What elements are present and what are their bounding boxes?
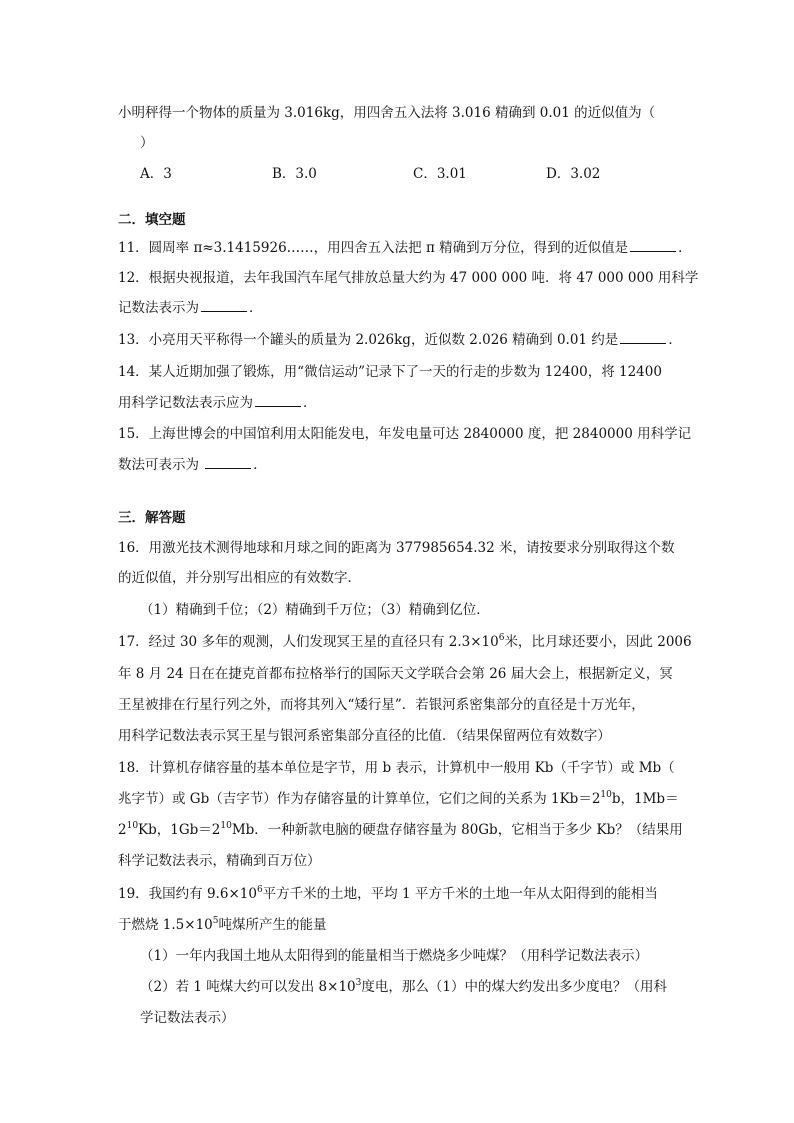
- period: ．: [249, 300, 263, 316]
- q19-text-e: （2）若 1 吨煤大约可以发出 8×10: [140, 979, 356, 995]
- q19-text-c: 于燃烧 1.5×10: [118, 917, 213, 933]
- period: ．: [303, 395, 317, 411]
- question-10-close: ）: [140, 135, 154, 151]
- answer-blank: [205, 456, 251, 469]
- option-c: C．3.01: [413, 166, 467, 182]
- question-16-line3: （1）精确到千位；（2）精确到千万位；（3）精确到亿位．: [140, 602, 490, 618]
- q18-text-d: Kb，1Gb＝2: [138, 822, 221, 838]
- q19-text-f: 度电，那么（1）中的煤大约发出多少度电？（用科: [361, 979, 667, 995]
- question-14-line2: [118, 393, 317, 413]
- q17-exponent: 6: [498, 633, 505, 643]
- section-fill-in-title: 二．填空题: [118, 212, 186, 228]
- question-18-line4: 科学记数法表示，精确到百万位）: [118, 853, 321, 869]
- question-10-text: 小明秤得一个物体的质量为 3.016kg，用四舍五入法将 3.016 精确到 0.01 的近似值为（: [118, 105, 656, 121]
- option-d: D．3.02: [546, 166, 601, 182]
- q19-text-a: 19．我国约有 9.6×10: [118, 886, 257, 902]
- q19-text-d: 吨煤所产生的能量: [218, 917, 327, 933]
- q18-exponent: 10: [220, 821, 232, 831]
- q17-text-a: 17．经过 30 多年的观测，人们发现冥王星的直径只有 2.3×10: [118, 634, 499, 650]
- question-12-line1: 12．根据央视报道，去年我国汽车尾气排放总量大约为 47 000 000 吨．将 47 000 000 用科学: [118, 270, 699, 286]
- q19-exponent: 6: [256, 885, 263, 895]
- question-19-line4: [140, 977, 667, 997]
- answer-blank: [201, 299, 247, 312]
- period: ．: [668, 332, 682, 348]
- question-18-line1: 18．计算机存储容量的基本单位是字节，用 b 表示，计算机中一般用 Kb（千字节）或 Mb（: [118, 760, 675, 776]
- q18-exponent: 10: [126, 821, 139, 831]
- q19-exponent: 5: [212, 916, 219, 926]
- answer-blank: [620, 331, 666, 344]
- period: ．: [678, 240, 692, 256]
- question-19-line2: [118, 915, 327, 935]
- question-12-text: 记数法表示为: [118, 300, 199, 316]
- question-17-line1: [118, 632, 692, 652]
- question-19-line5: 学记数法表示）: [140, 1010, 235, 1026]
- q19-text-b: 平方千米的土地，平均 1 平方千米的土地一年从太阳得到的能相当: [262, 886, 658, 902]
- q19-exponent: 3: [355, 978, 362, 988]
- question-16-line2: 的近似值，并分别写出相应的有效数字．: [118, 570, 361, 586]
- q17-text-b: 米，比月球还要小，因此 2006: [504, 634, 692, 650]
- question-15-line2: [118, 455, 267, 475]
- answer-blank: [255, 394, 301, 407]
- question-11: [118, 238, 692, 258]
- section-answer-title: 三．解答题: [118, 510, 186, 526]
- question-15-text: 数法可表示为: [118, 457, 199, 473]
- question-19-line3: （1）一年内我国土地从太阳得到的能量相当于燃烧多少吨煤？（用科学记数法表示）: [140, 948, 649, 964]
- q18-text-a: 兆字节）或 Gb（吉字节）作为存储容量的计算单位，它们之间的关系为 1Kb＝2: [118, 791, 601, 807]
- question-14-line1: 14．某人近期加强了锻炼，用“微信运动”记录下了一天的行走的步数为 12400，将 12400: [118, 364, 662, 380]
- question-15-line1: 15．上海世博会的中国馆利用太阳能发电，年发电量可达 2840000 度，把 2840000 用科学记: [118, 426, 692, 442]
- q18-text-b: b，1Mb＝: [611, 791, 679, 807]
- question-11-text: 11．圆周率 π≈3.1415926……，用四舍五入法把 π 精确到万分位，得到的近似值是: [118, 240, 629, 256]
- question-16-line1: 16．用激光技术测得地球和月球之间的距离为 377985654.32 米，请按要求分别取得这个数: [118, 540, 675, 556]
- question-18-line3: [118, 820, 683, 840]
- question-14-text: 用科学记数法表示应为: [118, 395, 253, 411]
- q18-text-e: Mb．一种新款电脑的硬盘存储容量为 80Gb，它相当于多少 Kb？（结果用: [231, 822, 683, 838]
- option-a: A．3: [140, 166, 172, 182]
- question-17-line3: 王星被排在行星行列之外，而将其列入“矮行星”．若银河系密集部分的直径是十万光年，: [118, 697, 645, 713]
- question-17-line2: 年 8 月 24 日在在捷克首都布拉格举行的国际天文学联合会第 26 届大会上，根据新定义，冥: [118, 666, 673, 682]
- question-13-text: 13．小亮用天平称得一个罐头的质量为 2.026kg，近似数 2.026 精确到 0.01 约是: [118, 332, 619, 348]
- question-17-line4: 用科学记数法表示冥王星与银河系密集部分直径的比值．（结果保留两位有效数字）: [118, 728, 611, 744]
- question-18-line2: [118, 789, 679, 809]
- option-b: B．3.0: [272, 166, 317, 182]
- question-12-line2: [118, 298, 263, 318]
- q18-exponent: 10: [600, 790, 612, 800]
- question-13: [118, 330, 682, 350]
- answer-blank: [630, 239, 676, 252]
- period: ．: [253, 457, 267, 473]
- question-19-line1: [118, 884, 658, 904]
- q18-text-c: 2: [118, 822, 127, 838]
